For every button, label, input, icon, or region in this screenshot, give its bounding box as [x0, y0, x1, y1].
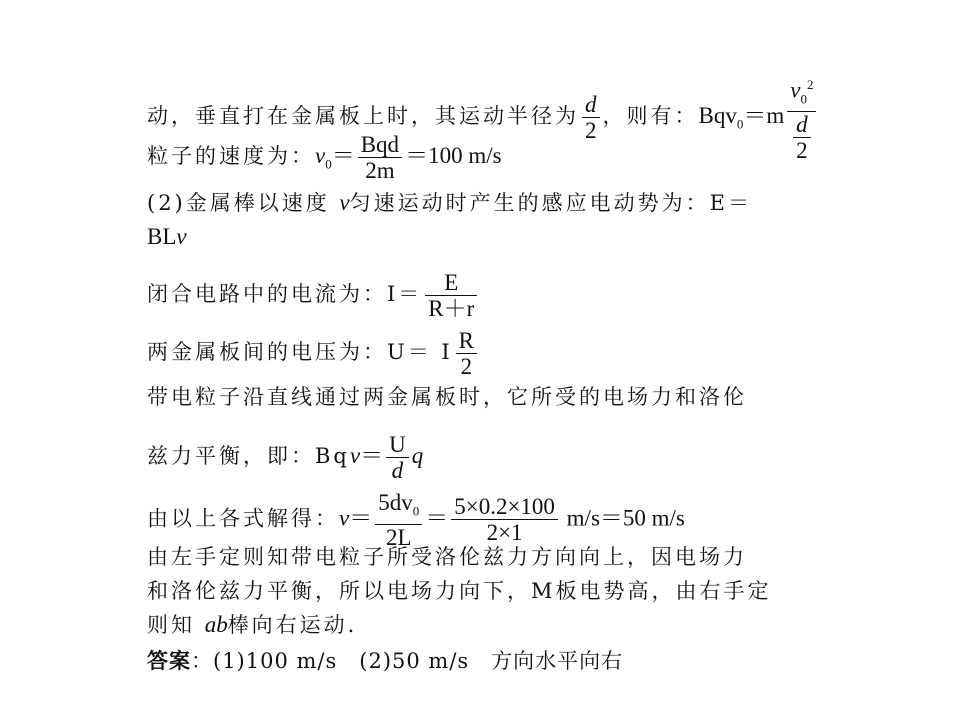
line-10: 由左手定则知带电粒子所受洛伦兹力方向向上，因电场力 — [147, 545, 747, 569]
fraction-numeric: $\frac{5\times 0.2\times 100}{2\times 1}$ — [451, 494, 558, 545]
text: ，则有： — [602, 104, 699, 129]
line-6: 两金属板间的电压为：U＝ I $\frac{R}{2}$ — [147, 328, 480, 379]
answer-text: ：(1)100 m/s (2)50 m/s 方向水平向右 — [191, 649, 624, 673]
fraction-u-over-d: $\frac{U}{d}$ — [386, 432, 409, 483]
fraction-d-over-2: $\frac{d}{2}$ — [582, 92, 600, 143]
fraction-bqd-over-2m: $\frac{\text{Bqd}}{2m}$ — [358, 132, 402, 183]
line-11: 和洛伦兹力平衡，所以电场力向下，M板电势高，由右手定 — [147, 579, 772, 603]
text: 动，垂直打在金属板上时，其运动半径为 — [147, 104, 579, 129]
answer-label: 答案 — [147, 649, 191, 673]
fraction-e-over-rr: $\frac{E}{R+r}$ — [425, 270, 477, 321]
fraction-v0sq-over-d2: $\frac{v_0^2}{\frac{d}{2}}$ — [787, 72, 816, 163]
line-3: (2)金属棒以速度 v匀速运动时产生的感应电动势为：E＝ — [147, 190, 752, 215]
line-7: 带电粒子沿直线通过两金属板时，它所受的电场力和洛伦 — [147, 385, 747, 409]
formula: Bqv$_0$＝m — [698, 103, 785, 132]
line-8: 兹力平衡，即：Bqv＝ $\frac{U}{d}$ q — [147, 432, 424, 483]
fraction-r-over-2: $\frac{R}{2}$ — [456, 328, 477, 379]
line-12: 则知 ab棒向右运动. — [147, 612, 358, 637]
line-4: BLv — [147, 224, 187, 249]
answer-line — [147, 648, 623, 674]
fraction-5dv0-over-2l: $\frac{5dv_0}{2L}$ — [375, 490, 422, 550]
line-2: 粒子的速度为：$v_0=$ $\frac{\text{Bqd}}{2m}$ ＝100 m/s — [147, 132, 502, 183]
line-5: 闭合电路中的电流为：I＝ $\frac{E}{R+r}$ — [147, 270, 480, 321]
line-9: 由以上各式解得：v＝ $\frac{5dv_0}{2L}$ ＝ $\frac{5\times 0.2\times 100}{2\times 1}$ m/s＝50 m/s — [147, 490, 685, 550]
